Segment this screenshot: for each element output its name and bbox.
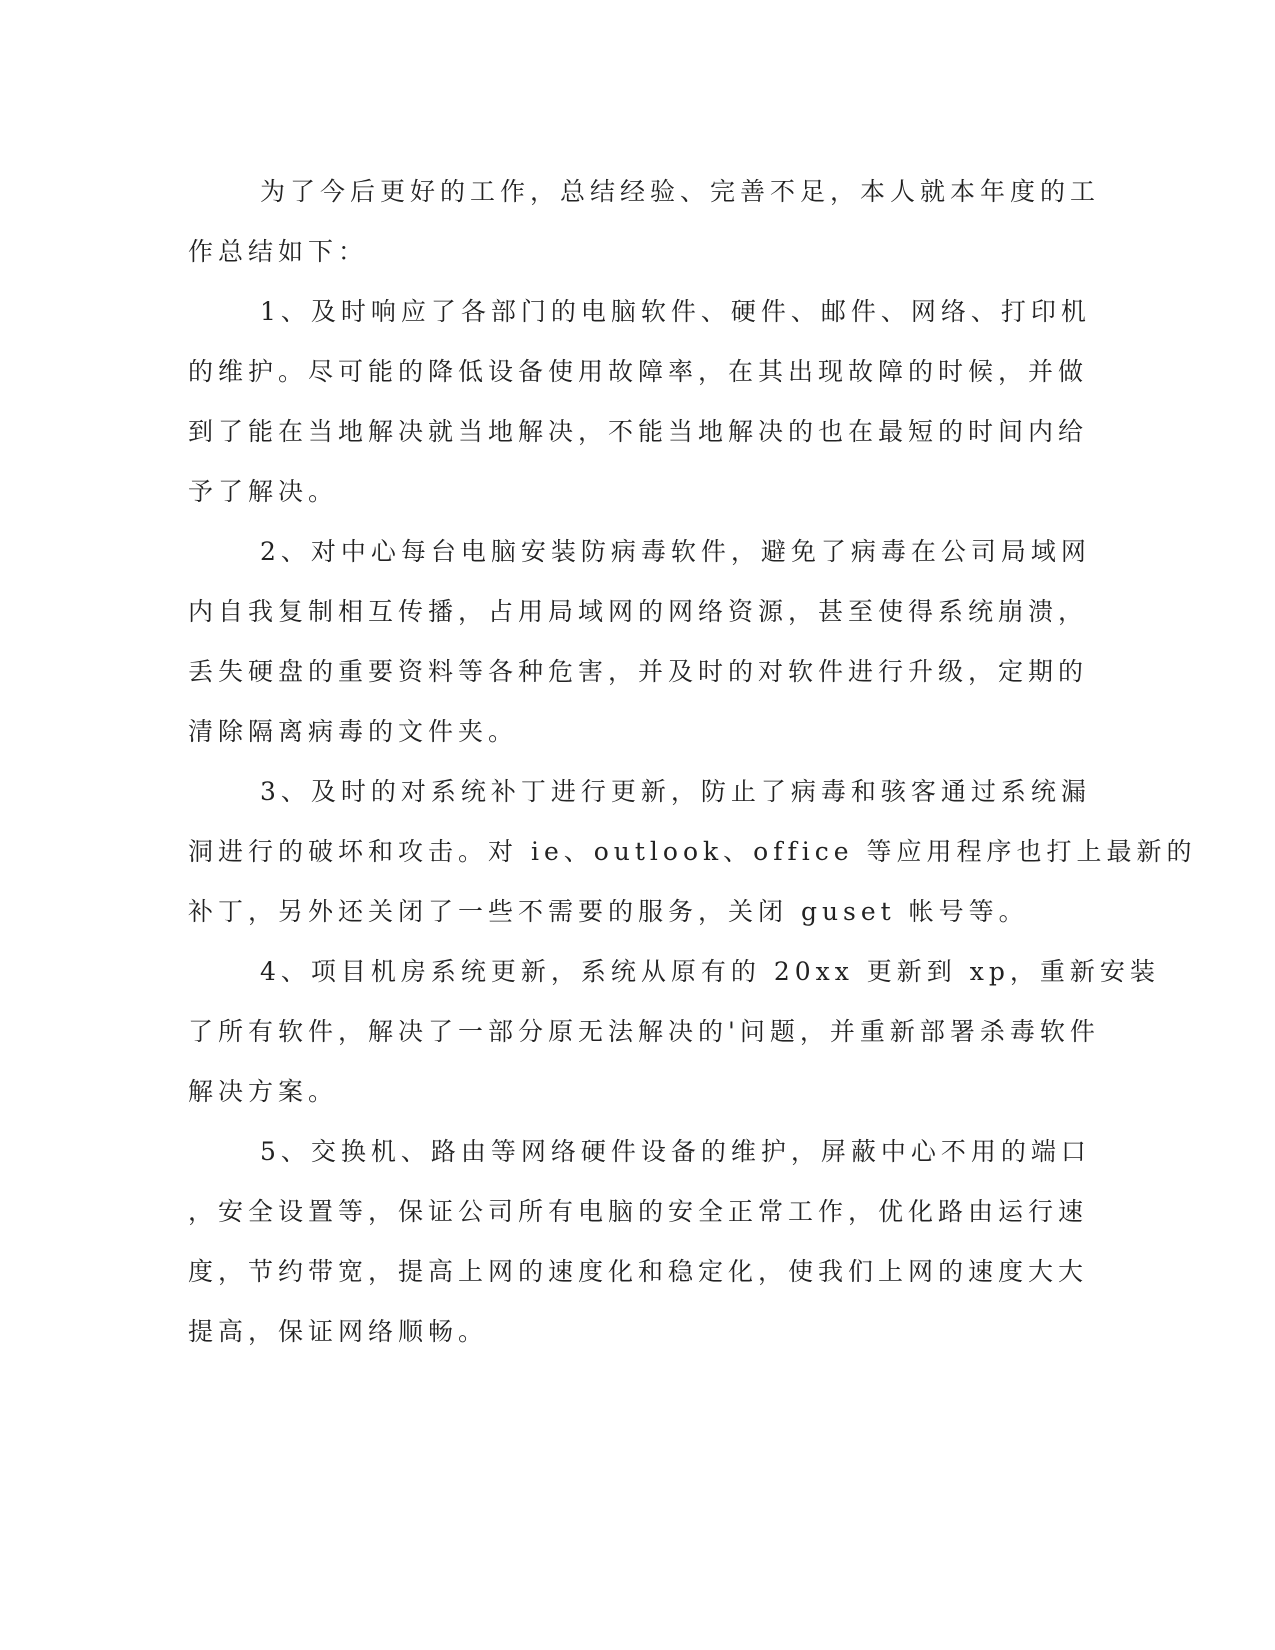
paragraph-line: 5、交换机、路由等网络硬件设备的维护，屏蔽中心不用的端口 — [260, 1137, 1091, 1166]
paragraph-line: 3、及时的对系统补丁进行更新，防止了病毒和骇客通过系统漏 — [260, 777, 1091, 806]
paragraph-item-2 — [188, 522, 1091, 762]
paragraph-line: 予了解决。 — [188, 477, 339, 506]
paragraph-line: 丢失硬盘的重要资料等各种危害，并及时的对软件进行升级，定期的 — [188, 657, 1089, 686]
paragraph-item-1 — [188, 282, 1091, 522]
paragraph-item-4 — [188, 942, 1160, 1122]
paragraph-line: 解决方案。 — [188, 1077, 339, 1106]
paragraph-line: 清除隔离病毒的文件夹。 — [188, 717, 519, 746]
paragraph-item-5 — [188, 1122, 1091, 1362]
paragraph-line: ，安全设置等，保证公司所有电脑的安全正常工作，优化路由运行速 — [188, 1197, 1089, 1226]
paragraph-item-3 — [188, 762, 1197, 942]
paragraph-line: 提高，保证网络顺畅。 — [188, 1317, 489, 1346]
paragraph-line: 作总结如下： — [188, 237, 369, 266]
paragraph-intro — [188, 162, 1101, 282]
document-body — [188, 162, 1197, 1362]
paragraph-line: 内自我复制相互传播，占用局域网的网络资源，甚至使得系统崩溃， — [188, 597, 1089, 626]
paragraph-line: 补丁，另外还关闭了一些不需要的服务，关闭 guset 帐号等。 — [188, 897, 1029, 926]
paragraph-line: 到了能在当地解决就当地解决，不能当地解决的也在最短的时间内给 — [188, 417, 1089, 446]
paragraph-line: 1、及时响应了各部门的电脑软件、硬件、邮件、网络、打印机 — [260, 297, 1091, 326]
paragraph-line: 2、对中心每台电脑安装防病毒软件，避免了病毒在公司局域网 — [260, 537, 1091, 566]
paragraph-line: 洞进行的破坏和攻击。对 ie、outlook、office 等应用程序也打上最新的 — [188, 837, 1197, 866]
paragraph-line: 了所有软件，解决了一部分原无法解决的'问题，并重新部署杀毒软件 — [188, 1017, 1100, 1046]
paragraph-line: 度，节约带宽，提高上网的速度化和稳定化，使我们上网的速度大大 — [188, 1257, 1089, 1286]
paragraph-line: 为了今后更好的工作，总结经验、完善不足，本人就本年度的工 — [260, 177, 1101, 206]
paragraph-line: 的维护。尽可能的降低设备使用故障率，在其出现故障的时候，并做 — [188, 357, 1089, 386]
paragraph-line: 4、项目机房系统更新，系统从原有的 20xx 更新到 xp，重新安装 — [260, 957, 1160, 986]
